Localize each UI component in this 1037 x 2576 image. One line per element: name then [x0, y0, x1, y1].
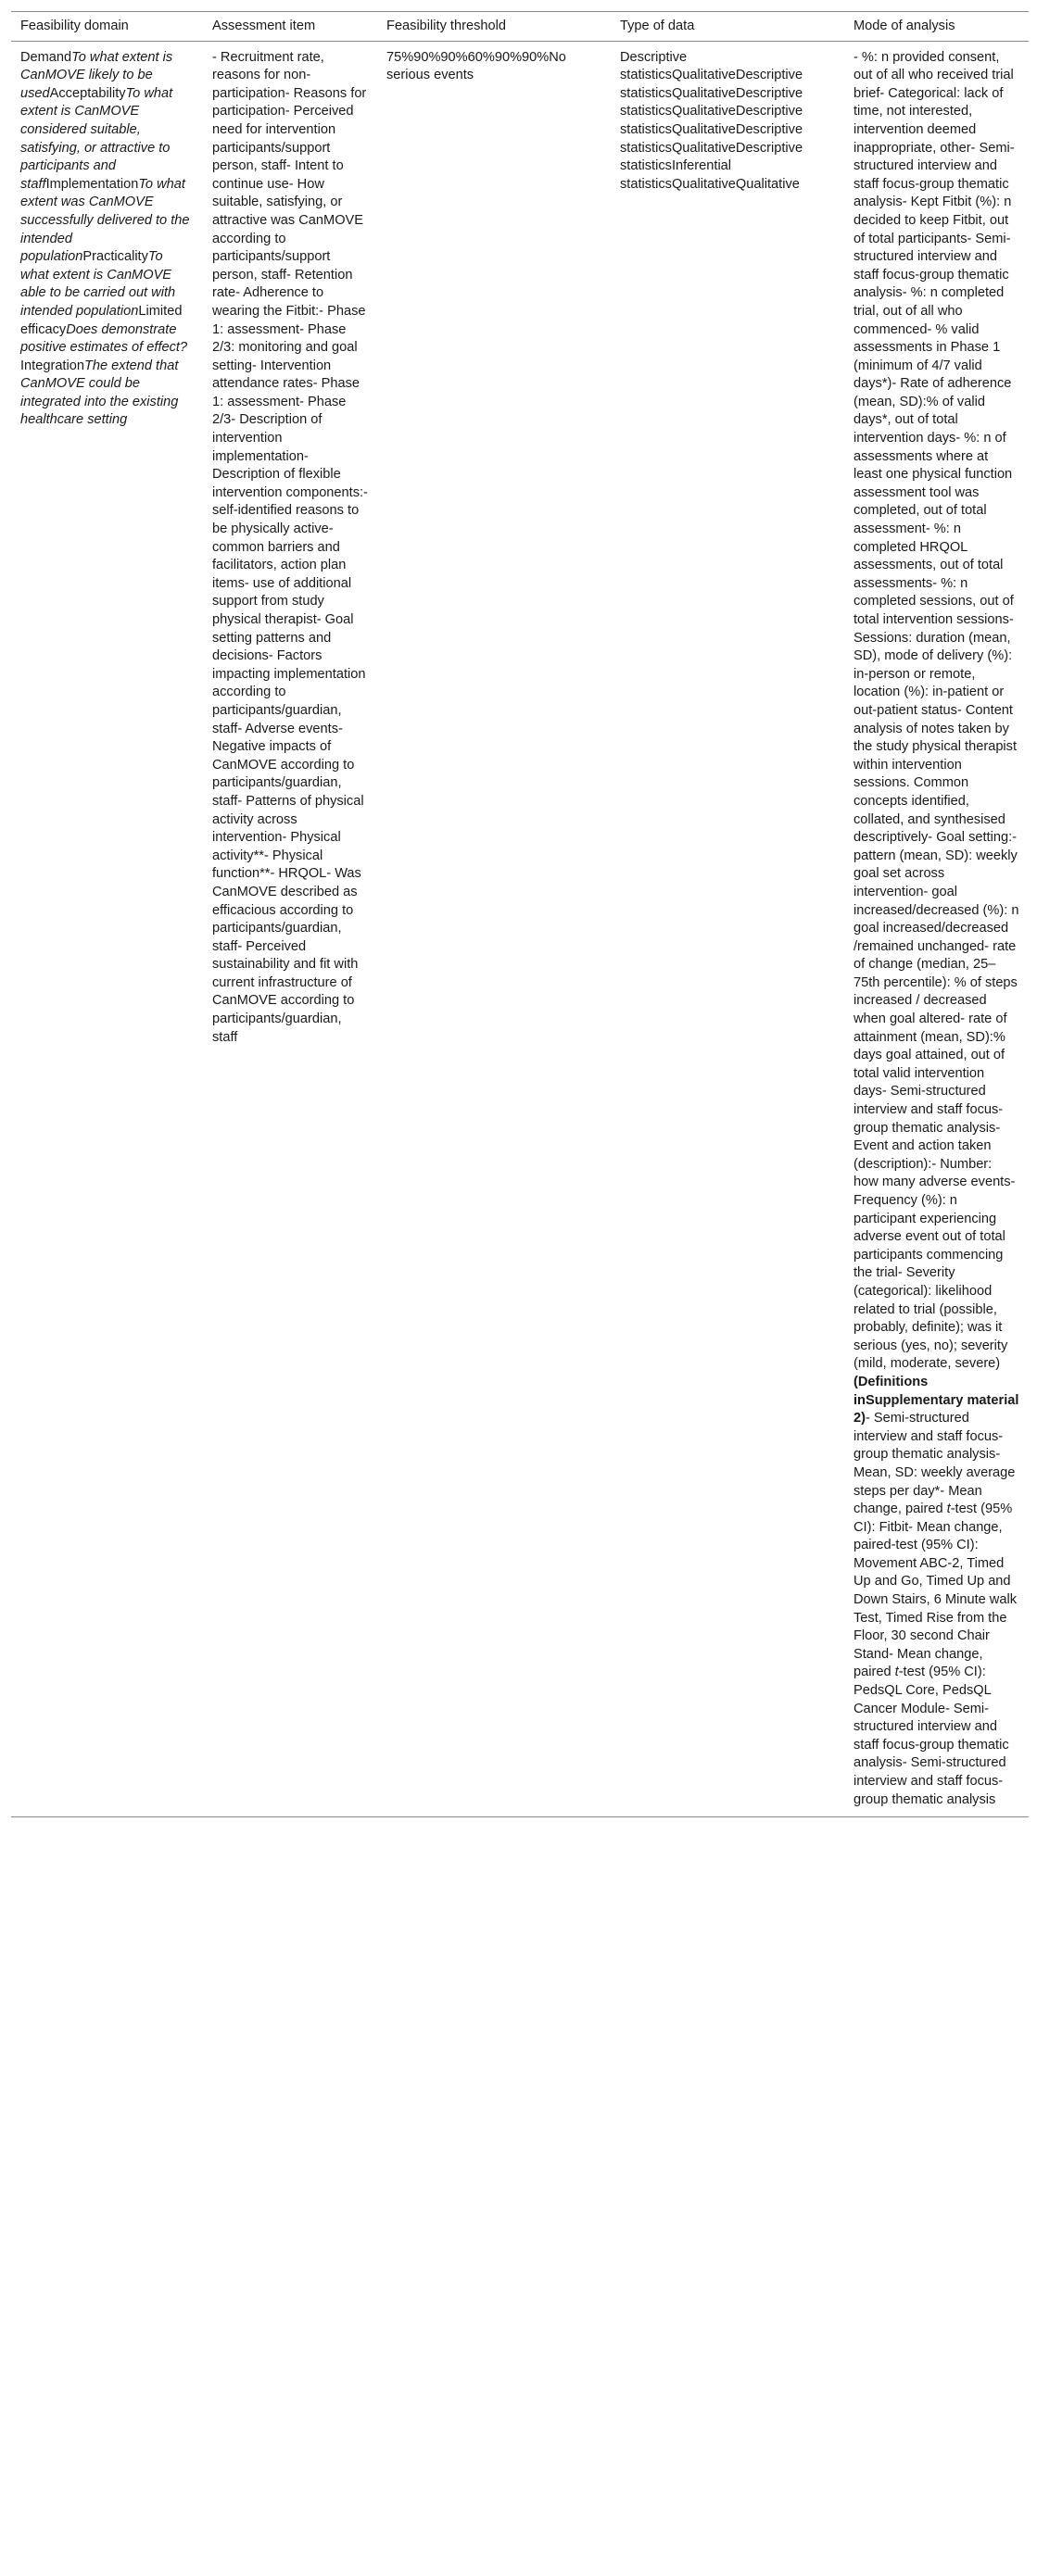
cell-mode-of-analysis — [844, 41, 1029, 1817]
analysis-text-part-4: -test (95% CI): PedsQL Core, PedsQL Cancer Module- Semi-structured interview and staff focus-group thematic analysis- Semi-structured interview and staff focus-group thematic analysis — [854, 1665, 1009, 1807]
header-mode-of-analysis: Mode of analysis — [844, 12, 1029, 42]
domain-implementation-name: Implementation — [45, 176, 139, 192]
domain-acceptability-name: Acceptability — [49, 85, 126, 101]
cell-feasibility-thresholds: 75%90%90%60%90%90%No serious events — [377, 41, 611, 1817]
header-row — [11, 12, 1029, 42]
feasibility-table-container — [11, 11, 1029, 1817]
domain-integration-question: The extend that CanMOVE could be integrated into the existing healthcare setting — [20, 358, 179, 428]
header-assessment-item: Assessment item — [203, 12, 377, 42]
analysis-text-part-2: - Semi-structured interview and staff focus-group thematic analysis- Mean, SD: weekly average steps per day*- Mean change, paired — [854, 1411, 1016, 1517]
t-test-italic-t-1: t — [946, 1502, 951, 1517]
domain-limited-efficacy-question: Does demonstrate positive estimates of effect? — [20, 321, 188, 356]
domain-demand-name: Demand — [20, 49, 72, 65]
domain-practicality-question: To what extent is CanMOVE able to be carried out with intended population — [20, 249, 176, 319]
analysis-text-part-3: -test (95% CI): Fitbit- Mean change, paired-test (95% CI): Movement ABC-2, Timed Up and Go, Timed Up and Down Stairs, 6 Minute walk Test, Timed Rise from the Floor, 30 second Chair Stand- Mean change, paired — [854, 1502, 1018, 1680]
header-feasibility-domain: Feasibility domain — [11, 12, 203, 42]
table-row — [11, 41, 1029, 1817]
cell-assessment-items: - Recruitment rate, reasons for non-participation- Reasons for participation- Perceived need for intervention participants/support person, staff- Intent to continue use- How suitable, satisfying, or attractive was CanMOVE according to participants/support person, staff- Retention rate- Adherence to wearing the Fitbit:- Phase 1: assessment- Phase 2/3: monitoring and goal setting- Intervention attendance rates- Phase 1: assessment- Phase 2/3- Description of intervention implementation- Description of flexible intervention components:- self-identified reasons to be physically active- common barriers and facilitators, action plan items- use of additional support from study physical therapist- Goal setting patterns and decisions- Factors impacting implementation according to participants/guardian, staff- Adverse events- Negative impacts of CanMOVE according to participants/guardian, staff- Patterns of physical activity across intervention- Physical activity**- Physical function**- HRQOL- Was CanMOVE described as efficacious according to participants/guardian, staff- Perceived sustainability and fit with current infrastructure of CanMOVE according to participants/guardian, staff — [203, 41, 377, 1817]
supplementary-definitions-note: (Definitions inSupplementary material 2) — [854, 1374, 1019, 1426]
domain-integration-name: Integration — [20, 358, 84, 373]
header-type-of-data: Type of data — [611, 12, 844, 42]
domain-practicality-name: Practicality — [82, 249, 148, 265]
table-body — [11, 41, 1029, 1817]
analysis-text-part-1: - %: n provided consent, out of all who received trial brief- Categorical: lack of time, not interested, intervention deemed inappropriate, other- Semi-structured interview and staff focus-group thematic analysis- Kept Fitbit (%): n decided to keep Fitbit, out of total participants- Semi-structured interview and staff focus-group thematic analysis- %: n completed trial, out of all who commenced- % valid assessments in Phase 1 (minimum of 4/7 valid days*)- Rate of adherence (mean, SD):% of valid days*, out of total intervention days- %: n of assessments where at least one physical function assessment tool was completed, out of total assessment- %: n completed HRQOL assessments, out of total assessments- %: n completed sessions, out of total intervention sessions- Sessions: duration (mean, SD), mode of delivery (%): in-person or remote, location (%): in-patient or out-patient status- Content analysis of notes taken by the study physical therapist within intervention sessions. Common concepts identified, collated, and synthesised descriptively- Goal setting:- pattern (mean, SD): weekly goal set across intervention- goal increased/decreased (%): n goal increased/decreased /remained unchanged- rate of change (median, 25–75th percentile): % of steps increased / decreased when goal altered- rate of attainment (mean, SD):% days goal attained, out of total valid intervention days- Semi-structured interview and staff focus-group thematic analysis- Event and action taken (description):- Number: how many adverse events- Frequency (%): n participant experiencing adverse event out of total participants commencing the trial- Severity (categorical): likelihood related to trial (possible, probably, definite); was it serious (yes, no); severity (mild, moderate, severe) — [854, 49, 1019, 1372]
domain-limited-efficacy-name: Limited efficacy — [20, 303, 183, 337]
header-feasibility-threshold: Feasibility threshold — [377, 12, 611, 42]
t-test-italic-t-2: t — [894, 1665, 899, 1680]
domain-demand-question: To what extent is CanMOVE likely to be used — [20, 49, 173, 101]
domain-implementation-question: To what extent was CanMOVE successfully delivered to the intended population — [20, 176, 190, 265]
cell-type-of-data: Descriptive statisticsQualitativeDescriptive statisticsQualitativeDescriptive statisticsQualitativeDescriptive statisticsQualitativeDescriptive statisticsQualitativeDescriptive statisticsInferential statisticsQualitativeQualitative — [611, 41, 844, 1817]
domain-acceptability-question: To what extent is CanMOVE considered suitable, satisfying, or attractive to participants and staff — [20, 85, 173, 192]
cell-feasibility-domain — [11, 41, 203, 1817]
table-header — [11, 12, 1029, 42]
feasibility-table — [11, 11, 1029, 1817]
